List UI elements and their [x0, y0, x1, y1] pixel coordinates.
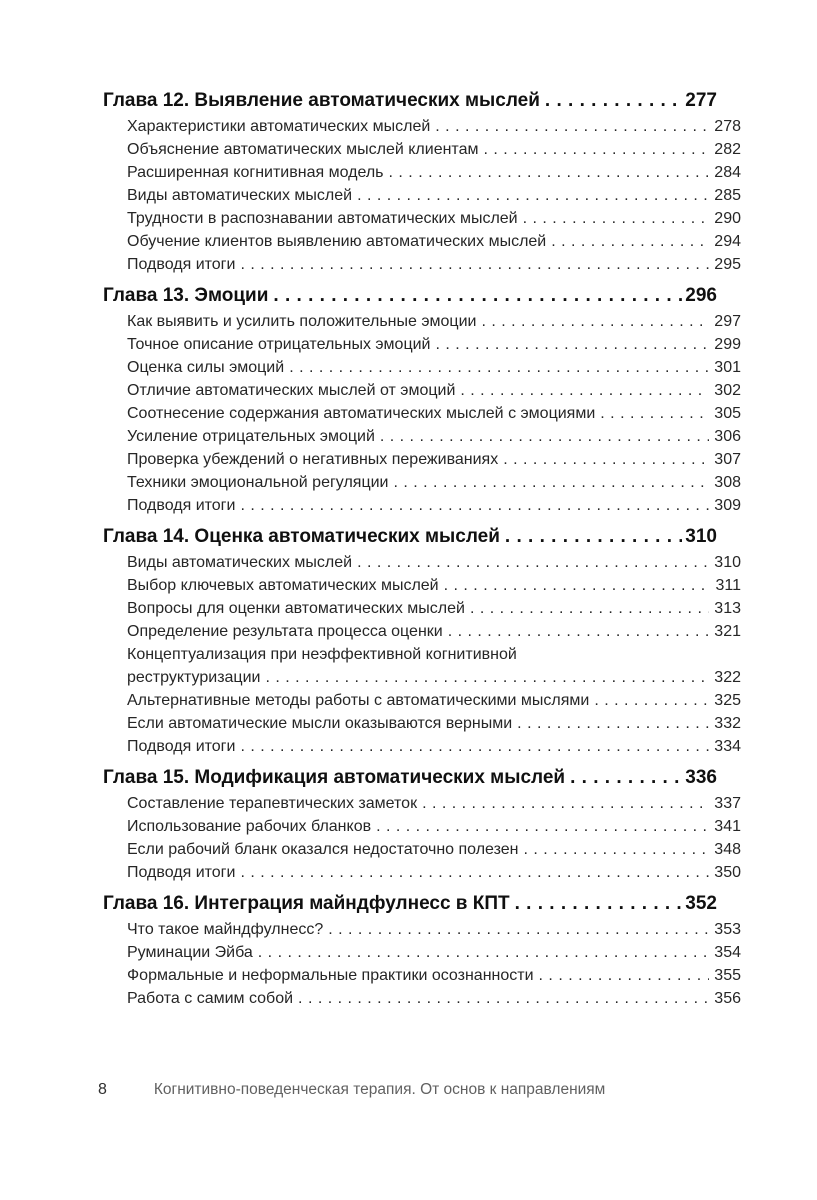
toc-entry: [103, 253, 741, 276]
toc-entry: [103, 735, 741, 758]
toc-section: [103, 765, 741, 884]
toc-entry: [103, 987, 741, 1010]
toc-entry-label: Трудности в распознавании автоматических мыслей: [127, 210, 518, 227]
toc-entry: [103, 115, 741, 138]
toc-entry-page-number: 294: [714, 233, 741, 250]
toc-section: [103, 891, 741, 1010]
toc-entry: [103, 574, 741, 597]
dot-leader: [517, 712, 709, 735]
running-title: Когнитивно-поведенческая терапия. От основ к направлениям: [153, 1081, 606, 1098]
dot-leader: [460, 379, 709, 402]
toc-entry-page-number: 307: [714, 451, 741, 468]
toc-entry: [103, 666, 741, 689]
toc-entry-label: Альтернативные методы работы с автоматическими мыслями: [127, 692, 590, 709]
dot-leader: [551, 230, 709, 253]
toc-entry-page-number: 321: [714, 623, 741, 640]
dot-leader: [298, 987, 709, 1010]
dot-leader: [436, 333, 710, 356]
toc-entry-page-number: 334: [714, 738, 741, 755]
toc-entry-page-number: 313: [714, 600, 741, 617]
dot-leader: [503, 448, 709, 471]
toc-entry-label: Работа с самим собой: [127, 990, 294, 1007]
toc-entry-page-number: 356: [714, 990, 741, 1007]
toc-entry: [103, 792, 741, 815]
dot-leader: [357, 184, 709, 207]
toc-entry-label: Обучение клиентов выявлению автоматических мыслей: [127, 233, 547, 250]
toc-section: [103, 283, 741, 517]
dot-leader: [570, 765, 682, 790]
dot-leader: [258, 941, 710, 964]
toc-entry-label: Усиление отрицательных эмоций: [127, 428, 375, 445]
folio-page-number: 8: [98, 1081, 107, 1098]
toc-chapter-heading: [103, 891, 717, 916]
dot-leader: [422, 792, 709, 815]
toc-chapter-title: Глава 16. Интеграция майндфулнесс в КПТ: [103, 893, 510, 914]
toc-entry-label: Руминации Эйба: [127, 944, 253, 961]
toc-entry-page-number: 353: [714, 921, 741, 938]
toc-entry: [103, 161, 741, 184]
dot-leader: [376, 815, 709, 838]
toc-entry: [103, 620, 741, 643]
toc-chapter-page-number: 277: [685, 90, 717, 111]
toc-entry-page-number: 297: [714, 313, 741, 330]
toc-chapter-title: Глава 12. Выявление автоматических мыслей: [103, 90, 540, 111]
dot-leader: [444, 574, 711, 597]
toc-entry-label: Использование рабочих бланков: [127, 818, 372, 835]
toc-chapter-heading: [103, 88, 717, 113]
toc-entry-label: Объяснение автоматических мыслей клиентам: [127, 141, 479, 158]
toc-entry-label: Характеристики автоматических мыслей: [127, 118, 431, 135]
dot-leader: [505, 524, 682, 549]
toc-entry-label: Оценка силы эмоций: [127, 359, 285, 376]
toc-entry-page-number: 299: [714, 336, 741, 353]
toc-entry-page-number: 325: [714, 692, 741, 709]
toc-entry-label: Точное описание отрицательных эмоций: [127, 336, 431, 353]
dot-leader: [393, 471, 709, 494]
toc-chapter-page-number: 296: [685, 285, 717, 306]
dot-leader: [600, 402, 709, 425]
toc-entry: [103, 494, 741, 517]
toc-chapter-heading: [103, 524, 717, 549]
toc-entry: [103, 471, 741, 494]
toc-entry-page-number: 354: [714, 944, 741, 961]
dot-leader: [357, 551, 709, 574]
toc-entry-page-number: 311: [715, 577, 741, 594]
dot-leader: [523, 207, 710, 230]
dot-leader: [481, 310, 709, 333]
toc-entry-page-number: 341: [714, 818, 741, 835]
toc-entry: [103, 918, 741, 941]
toc-entry-page-number: 355: [714, 967, 741, 984]
toc-entry: [103, 230, 741, 253]
toc-entry-wrapped-line: [103, 643, 741, 666]
toc-entry-label: Виды автоматических мыслей: [127, 554, 353, 571]
toc-entry: [103, 379, 741, 402]
toc-entry-page-number: 306: [714, 428, 741, 445]
dot-leader: [524, 838, 710, 861]
toc-entry-page-number: 278: [714, 118, 741, 135]
toc-entry-label: Концептуализация при неэффективной когнитивной: [127, 646, 517, 663]
toc-entry: [103, 184, 741, 207]
toc-entry: [103, 815, 741, 838]
toc-entry: [103, 551, 741, 574]
toc-chapter-title: Глава 15. Модификация автоматических мыслей: [103, 767, 566, 788]
toc-entry-label: Подводя итоги: [127, 864, 236, 881]
dot-leader: [273, 283, 682, 308]
toc-entry-label: Если рабочий бланк оказался недостаточно полезен: [127, 841, 519, 858]
dot-leader: [240, 494, 709, 517]
toc-entry-label: Подводя итоги: [127, 497, 236, 514]
toc-entry-label: Виды автоматических мыслей: [127, 187, 353, 204]
toc-entry-label: Отличие автоматических мыслей от эмоций: [127, 382, 456, 399]
dot-leader: [289, 356, 709, 379]
toc-entry: [103, 448, 741, 471]
toc-entry-page-number: 305: [714, 405, 741, 422]
toc-entry: [103, 425, 741, 448]
dot-leader: [265, 666, 709, 689]
dot-leader: [448, 620, 710, 643]
toc-entry-label: Если автоматические мысли оказываются верными: [127, 715, 513, 732]
dot-leader: [539, 964, 710, 987]
dot-leader: [435, 115, 709, 138]
dot-leader: [470, 597, 709, 620]
toc-chapter-heading: [103, 765, 717, 790]
toc-entry-page-number: 308: [714, 474, 741, 491]
toc-entry-label: Что такое майндфулнесс?: [127, 921, 324, 938]
toc-entry-label: Вопросы для оценки автоматических мыслей: [127, 600, 465, 617]
toc-entry-label: Техники эмоциональной регуляции: [127, 474, 389, 491]
toc-entry-page-number: 309: [714, 497, 741, 514]
dot-leader: [380, 425, 709, 448]
dot-leader: [545, 88, 682, 113]
page-footer: [98, 1081, 717, 1099]
toc-chapter-title: Глава 13. Эмоции: [103, 285, 269, 306]
toc-entry-page-number: 310: [714, 554, 741, 571]
toc-entry-page-number: 350: [714, 864, 741, 881]
toc-entry: [103, 689, 741, 712]
table-of-contents: [103, 88, 741, 1010]
toc-entry: [103, 138, 741, 161]
toc-entry-label: Подводя итоги: [127, 738, 236, 755]
toc-entry-label: Проверка убеждений о негативных переживаниях: [127, 451, 499, 468]
toc-entry-page-number: 285: [714, 187, 741, 204]
toc-entry-label: Расширенная когнитивная модель: [127, 164, 384, 181]
toc-entry: [103, 964, 741, 987]
dot-leader: [594, 689, 709, 712]
dot-leader: [240, 861, 709, 884]
dot-leader: [515, 891, 683, 916]
toc-entry: [103, 861, 741, 884]
toc-entry-page-number: 295: [714, 256, 741, 273]
toc-entry-page-number: 282: [714, 141, 741, 158]
toc-entry: [103, 712, 741, 735]
toc-chapter-heading: [103, 283, 717, 308]
toc-entry-label: Определение результата процесса оценки: [127, 623, 443, 640]
toc-entry-label: Составление терапевтических заметок: [127, 795, 418, 812]
toc-entry-label: Как выявить и усилить положительные эмоции: [127, 313, 477, 330]
toc-entry-page-number: 290: [714, 210, 741, 227]
toc-entry-page-number: 332: [714, 715, 741, 732]
toc-entry: [103, 207, 741, 230]
toc-entry: [103, 941, 741, 964]
dot-leader: [483, 138, 709, 161]
toc-entry: [103, 356, 741, 379]
dot-leader: [240, 253, 709, 276]
toc-entry: [103, 838, 741, 861]
toc-entry: [103, 402, 741, 425]
toc-entry-page-number: 301: [714, 359, 741, 376]
toc-entry-label: реструктуризации: [127, 669, 261, 686]
toc-entry: [103, 310, 741, 333]
toc-entry-label: Подводя итоги: [127, 256, 236, 273]
toc-entry-page-number: 348: [714, 841, 741, 858]
toc-chapter-page-number: 310: [685, 526, 717, 547]
toc-section: [103, 524, 741, 758]
toc-entry-label: Выбор ключевых автоматических мыслей: [127, 577, 439, 594]
toc-entry: [103, 597, 741, 620]
toc-entry-page-number: 302: [714, 382, 741, 399]
toc-entry-page-number: 337: [714, 795, 741, 812]
toc-entry-label: Соотнесение содержания автоматических мыслей с эмоциями: [127, 405, 596, 422]
dot-leader: [328, 918, 709, 941]
toc-entry: [103, 333, 741, 356]
toc-entry-page-number: 284: [714, 164, 741, 181]
toc-section: [103, 88, 741, 276]
toc-chapter-page-number: 336: [685, 767, 717, 788]
toc-chapter-page-number: 352: [685, 893, 717, 914]
toc-chapter-title: Глава 14. Оценка автоматических мыслей: [103, 526, 500, 547]
dot-leader: [389, 161, 710, 184]
dot-leader: [240, 735, 709, 758]
toc-entry-page-number: 322: [714, 669, 741, 686]
toc-entry-label: Формальные и неформальные практики осознанности: [127, 967, 534, 984]
